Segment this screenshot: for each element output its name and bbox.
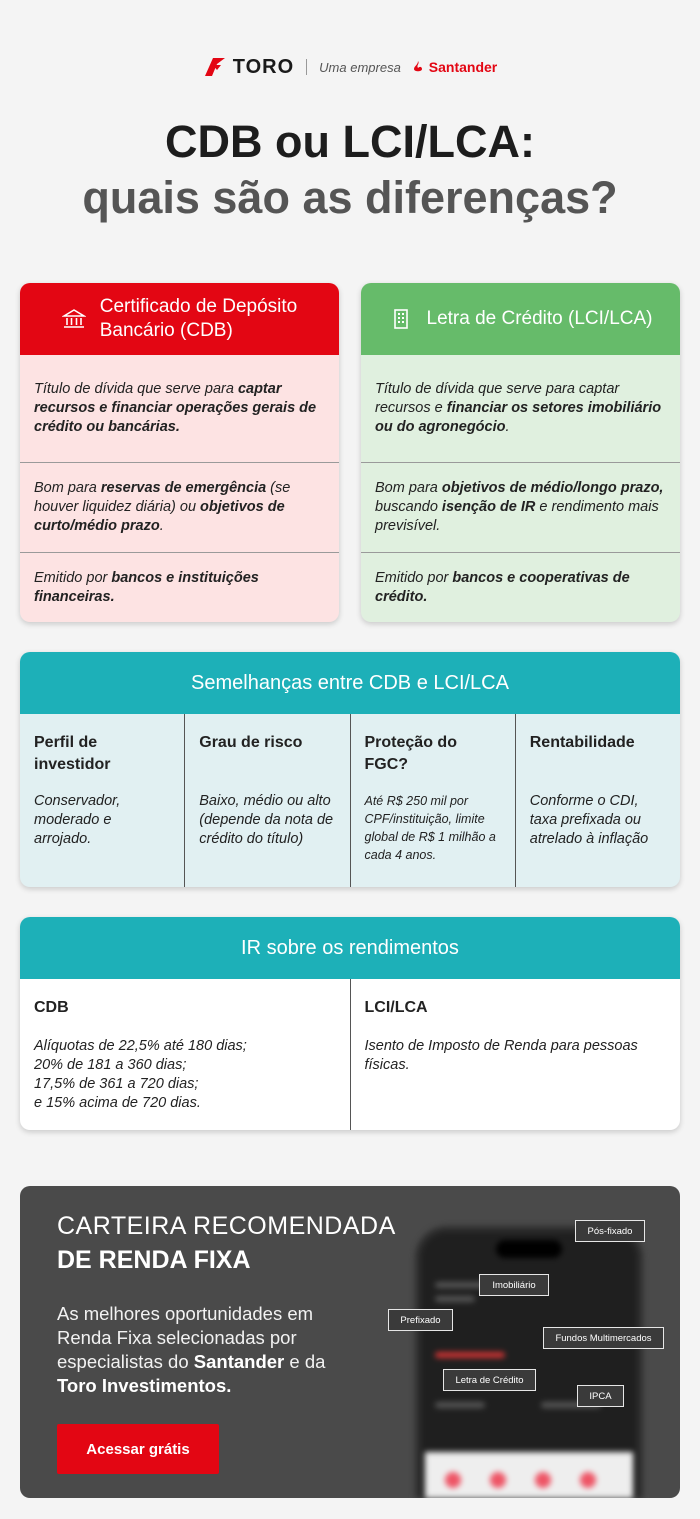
similarities-heading: Semelhanças entre CDB e LCI/LCA	[20, 652, 680, 714]
cdb-use	[20, 462, 339, 552]
lci-card-header	[361, 283, 680, 355]
promo-title: DE RENDA FIXA	[57, 1246, 251, 1274]
chip-prefixado: Prefixado	[388, 1309, 453, 1331]
promo-kicker: CARTEIRA RECOMENDADA	[57, 1212, 396, 1240]
phone-dot	[490, 1472, 506, 1488]
similarity-text: Conservador, moderado e arrojado.	[34, 793, 121, 847]
page-title: CDB ou LCI/LCA:	[165, 116, 535, 167]
cdb-card-header	[20, 283, 339, 355]
divider	[306, 59, 307, 75]
ir-cdb-text	[34, 1037, 336, 1113]
toro-logo-icon	[203, 56, 227, 78]
santander-logo	[411, 59, 497, 75]
phone-bottom-panel	[425, 1452, 633, 1498]
similarity-title: Rentabilidade	[529, 734, 635, 751]
tagline: Uma empresa	[319, 59, 401, 75]
ir-cdb-line: 17,5% de 361 a 720 dias;	[34, 1076, 199, 1092]
lci-purpose-text: Título de dívida que serve para captar recursos e financiar os setores imobiliário ou do agronegócio.	[375, 381, 662, 435]
cdb-purpose-text: Título de dívida que serve para captar recursos e financiar operações gerais de crédito ou bancárias.	[34, 381, 317, 435]
cdb-purpose	[20, 355, 339, 462]
similarity-text: Até R$ 250 mil por CPF/instituição, limite global de R$ 1 milhão a cada 4 anos.	[364, 794, 496, 862]
partner-name: Santander	[428, 59, 498, 75]
ir-lci-text: Isento de Imposto de Renda para pessoas físicas.	[364, 1038, 638, 1073]
similarity-title: Proteção do FGC?	[364, 734, 457, 773]
ir-card	[20, 917, 680, 1130]
ir-cdb	[20, 979, 350, 1130]
cdb-use-text: Bom para reservas de emergência (se houver liquidez diária) ou objetivos de curto/médio prazo.	[34, 480, 291, 534]
chip-fundos-multimercados: Fundos Multimercados	[543, 1327, 664, 1349]
chip-letra-de-credito: Letra de Crédito	[443, 1369, 536, 1391]
page-subtitle: quais são as diferenças?	[82, 172, 618, 223]
similarity-risk	[184, 714, 349, 887]
cdb-title-line2: Bancário (CDB)	[99, 320, 233, 341]
similarity-fgc	[350, 714, 515, 887]
similarity-text: Conforme o CDI, taxa prefixada ou atrelado à inflação	[529, 793, 649, 847]
chip-pos-fixado: Pós-fixado	[575, 1220, 645, 1242]
phone-line	[435, 1402, 485, 1408]
ir-heading: IR sobre os rendimentos	[20, 917, 680, 979]
cdb-card-title	[100, 295, 298, 343]
similarity-title: Perfil de investidor	[34, 734, 111, 773]
promo-banner	[20, 1186, 680, 1498]
building-icon	[389, 307, 413, 331]
similarities-card	[20, 652, 680, 887]
chip-ipca: IPCA	[577, 1385, 624, 1407]
cdb-title-line1: Certificado de Depósito	[99, 296, 298, 317]
phone-dot	[445, 1472, 461, 1488]
toro-logo[interactable]	[203, 56, 294, 79]
ir-lci-title: LCI/LCA	[364, 999, 428, 1016]
bank-icon	[62, 307, 86, 331]
phone-line	[435, 1352, 505, 1358]
lci-card	[361, 283, 680, 622]
similarity-returns	[515, 714, 680, 887]
ir-lci	[350, 979, 681, 1130]
similarity-text: Baixo, médio ou alto (depende da nota de crédito do título)	[199, 793, 334, 847]
lci-issuer-text: Emitido por bancos e cooperativas de crédito.	[375, 569, 630, 605]
ir-cdb-line: 20% de 181 a 360 dias;	[34, 1057, 187, 1073]
phone-notch	[496, 1240, 562, 1258]
ir-cdb-line: Alíquotas de 22,5% até 180 dias;	[34, 1038, 247, 1054]
promo-text: As melhores oportunidades em Renda Fixa selecionadas por especialistas do Santander e da Toro Investimentos.	[57, 1303, 326, 1396]
lci-use-text: Bom para objetivos de médio/longo prazo, buscando isenção de IR e rendimento mais previsível.	[375, 480, 664, 534]
phone-dot	[580, 1472, 596, 1488]
lci-purpose	[361, 355, 680, 462]
similarity-title: Grau de risco	[199, 734, 303, 751]
brand-name: TORO	[232, 55, 295, 78]
ir-cdb-line: e 15% acima de 720 dias.	[34, 1095, 201, 1111]
cdb-issuer-text: Emitido por bancos e instituições financeiras.	[34, 569, 259, 605]
phone-dot	[535, 1472, 551, 1488]
lci-card-title: Letra de Crédito (LCI/LCA)	[426, 308, 653, 329]
lci-issuer	[361, 552, 680, 622]
ir-cdb-title: CDB	[34, 999, 69, 1016]
lci-use	[361, 462, 680, 552]
similarity-investor-profile	[20, 714, 184, 887]
similarities-columns	[20, 714, 680, 887]
chip-imobiliario: Imobiliário	[479, 1274, 549, 1296]
access-free-button[interactable]: Acessar grátis	[57, 1424, 219, 1474]
phone-line	[435, 1296, 475, 1302]
ir-columns	[20, 979, 680, 1130]
santander-flame-icon	[411, 60, 425, 74]
phone-mockup	[415, 1226, 643, 1498]
cdb-issuer	[20, 552, 339, 622]
cdb-card	[20, 283, 339, 622]
header	[0, 52, 700, 82]
